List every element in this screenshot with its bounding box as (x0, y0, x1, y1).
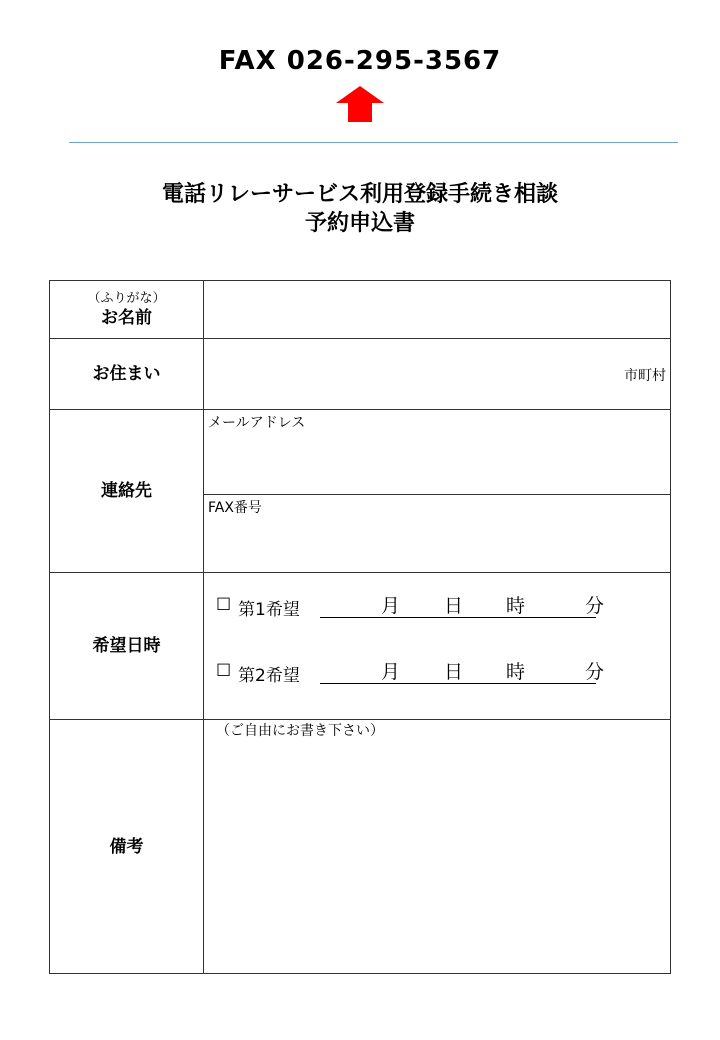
remarks-hint: （ご自由にお書き下さい） (216, 723, 384, 739)
form-title-line2: 予約申込書 (304, 211, 415, 236)
name-label-cell (50, 281, 204, 338)
contact-row (50, 410, 670, 573)
furigana-label: （ふりがな） (87, 290, 166, 306)
up-arrow-icon (336, 86, 384, 122)
header-divider (69, 142, 678, 143)
name-row (50, 281, 670, 339)
fax-field[interactable] (204, 495, 670, 572)
remarks-row (50, 720, 670, 973)
day-unit: 日 (444, 661, 464, 683)
second-choice-checkbox[interactable]: ☐ (216, 661, 232, 681)
second-choice (216, 657, 656, 685)
hour-unit: 時 (506, 661, 526, 683)
email-field[interactable] (204, 410, 670, 494)
remarks-label: 備考 (109, 836, 144, 857)
address-label: お住まい (92, 364, 161, 384)
minute-unit: 分 (585, 595, 605, 617)
contact-label: 連絡先 (101, 481, 152, 501)
first-choice-underline[interactable] (320, 617, 596, 618)
application-form (49, 280, 671, 974)
contact-label-cell (50, 410, 204, 572)
month-unit: 月 (381, 595, 401, 617)
form-title (0, 180, 720, 238)
datetime-label: 希望日時 (92, 636, 161, 656)
day-unit: 日 (444, 595, 464, 617)
fax-number: FAX 026-295-3567 (218, 46, 502, 76)
first-choice (216, 591, 656, 619)
city-suffix: 市町村 (624, 368, 666, 384)
address-field[interactable] (204, 339, 670, 409)
second-choice-label: 第2希望 (238, 666, 300, 686)
name-label: お名前 (101, 307, 152, 328)
first-choice-label: 第1希望 (238, 600, 300, 620)
remarks-label-cell (50, 720, 204, 973)
minute-unit: 分 (585, 661, 605, 683)
contact-cell (204, 410, 670, 572)
first-choice-checkbox[interactable]: ☐ (216, 595, 232, 615)
remarks-field[interactable] (204, 720, 670, 973)
hour-unit: 時 (506, 595, 526, 617)
name-field[interactable] (204, 281, 670, 338)
second-choice-underline[interactable] (320, 683, 596, 684)
datetime-label-cell (50, 573, 204, 719)
address-row (50, 339, 670, 410)
email-label: メールアドレス (208, 415, 306, 431)
address-label-cell (50, 339, 204, 409)
form-title-line1: 電話リレーサービス利用登録手続き相談 (161, 182, 558, 207)
fax-label: FAX番号 (208, 500, 262, 516)
datetime-row (50, 573, 670, 720)
month-unit: 月 (381, 661, 401, 683)
datetime-cell (204, 573, 670, 719)
